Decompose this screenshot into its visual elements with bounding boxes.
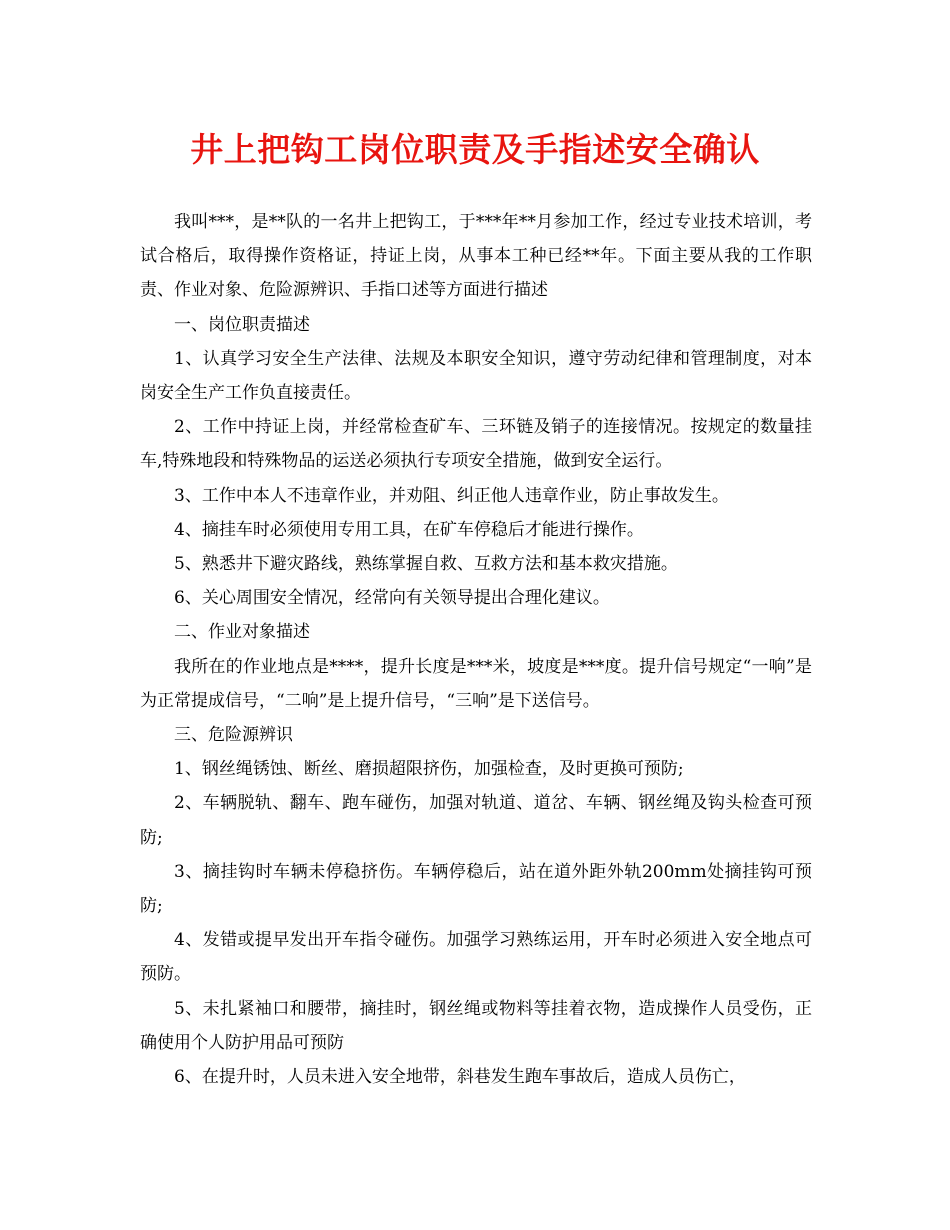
paragraph-intro: 我叫***，是**队的一名井上把钩工，于***年**月参加工作，经过专业技术培训，考试合格后，取得操作资格证，持证上岗，从事本工种已经**年。下面主要从我的工作职责、作业对象、危险源辨识、手指口述等方面进行描述: [140, 212, 812, 301]
paragraph: 4、发错或提早发出开车指令碰伤。加强学习熟练运用，开车时必须进入安全地点可预防。: [140, 930, 812, 985]
paragraph: 2、工作中持证上岗，并经常检查矿车、三环链及销子的连接情况。按规定的数量挂车,特殊地段和特殊物品的运送必须执行专项安全措施，做到安全运行。: [140, 417, 812, 472]
section-heading-hazards: 三、危险源辨识: [174, 725, 293, 746]
paragraph: 1、钢丝绳锈蚀、断丝、磨损超限挤伤，加强检查，及时更换可预防;: [174, 759, 684, 780]
paragraph: 3、工作中本人不违章作业，并劝阻、纠正他人违章作业，防止事故发生。: [174, 485, 729, 506]
paragraph: 5、熟悉井下避灾路线，熟练掌握自救、互救方法和基本救灾措施。: [174, 554, 678, 575]
paragraph: 5、未扎紧袖口和腰带，摘挂时，钢丝绳或物料等挂着衣物，造成操作人员受伤，正确使用个人防护用品可预防: [140, 998, 812, 1053]
paragraph: 我所在的作业地点是****，提升长度是***米，坡度是***度。提升信号规定“一响”是为正常提成信号，“二响”是上提升信号，“三响”是下送信号。: [140, 656, 812, 711]
section-heading-work-object: 二、作业对象描述: [174, 622, 310, 643]
paragraph: 4、摘挂车时必须使用专用工具，在矿车停稳后才能进行操作。: [174, 519, 644, 540]
paragraph: 6、关心周围安全情况，经常向有关领导提出合理化建议。: [174, 588, 610, 609]
document-title: 井上把钩工岗位职责及手指述安全确认: [190, 130, 760, 169]
section-heading-duties: 一、岗位职责描述: [174, 314, 310, 335]
paragraph: 3、摘挂钩时车辆未停稳挤伤。车辆停稳后，站在道外距外轨200mm处摘挂钩可预防;: [140, 861, 812, 917]
document-body: [140, 205, 812, 1094]
paragraph: 6、在提升时，人员未进入安全地带，斜巷发生跑车事故后，造成人员伤亡，: [174, 1067, 746, 1088]
paragraph: 2、车辆脱轨、翻车、跑车碰伤，加强对轨道、道岔、车辆、钢丝绳及钩头检查可预防;: [140, 793, 812, 848]
paragraph: 1、认真学习安全生产法律、法规及本职安全知识，遵守劳动纪律和管理制度，对本岗安全生产工作负直接责任。: [140, 348, 812, 404]
